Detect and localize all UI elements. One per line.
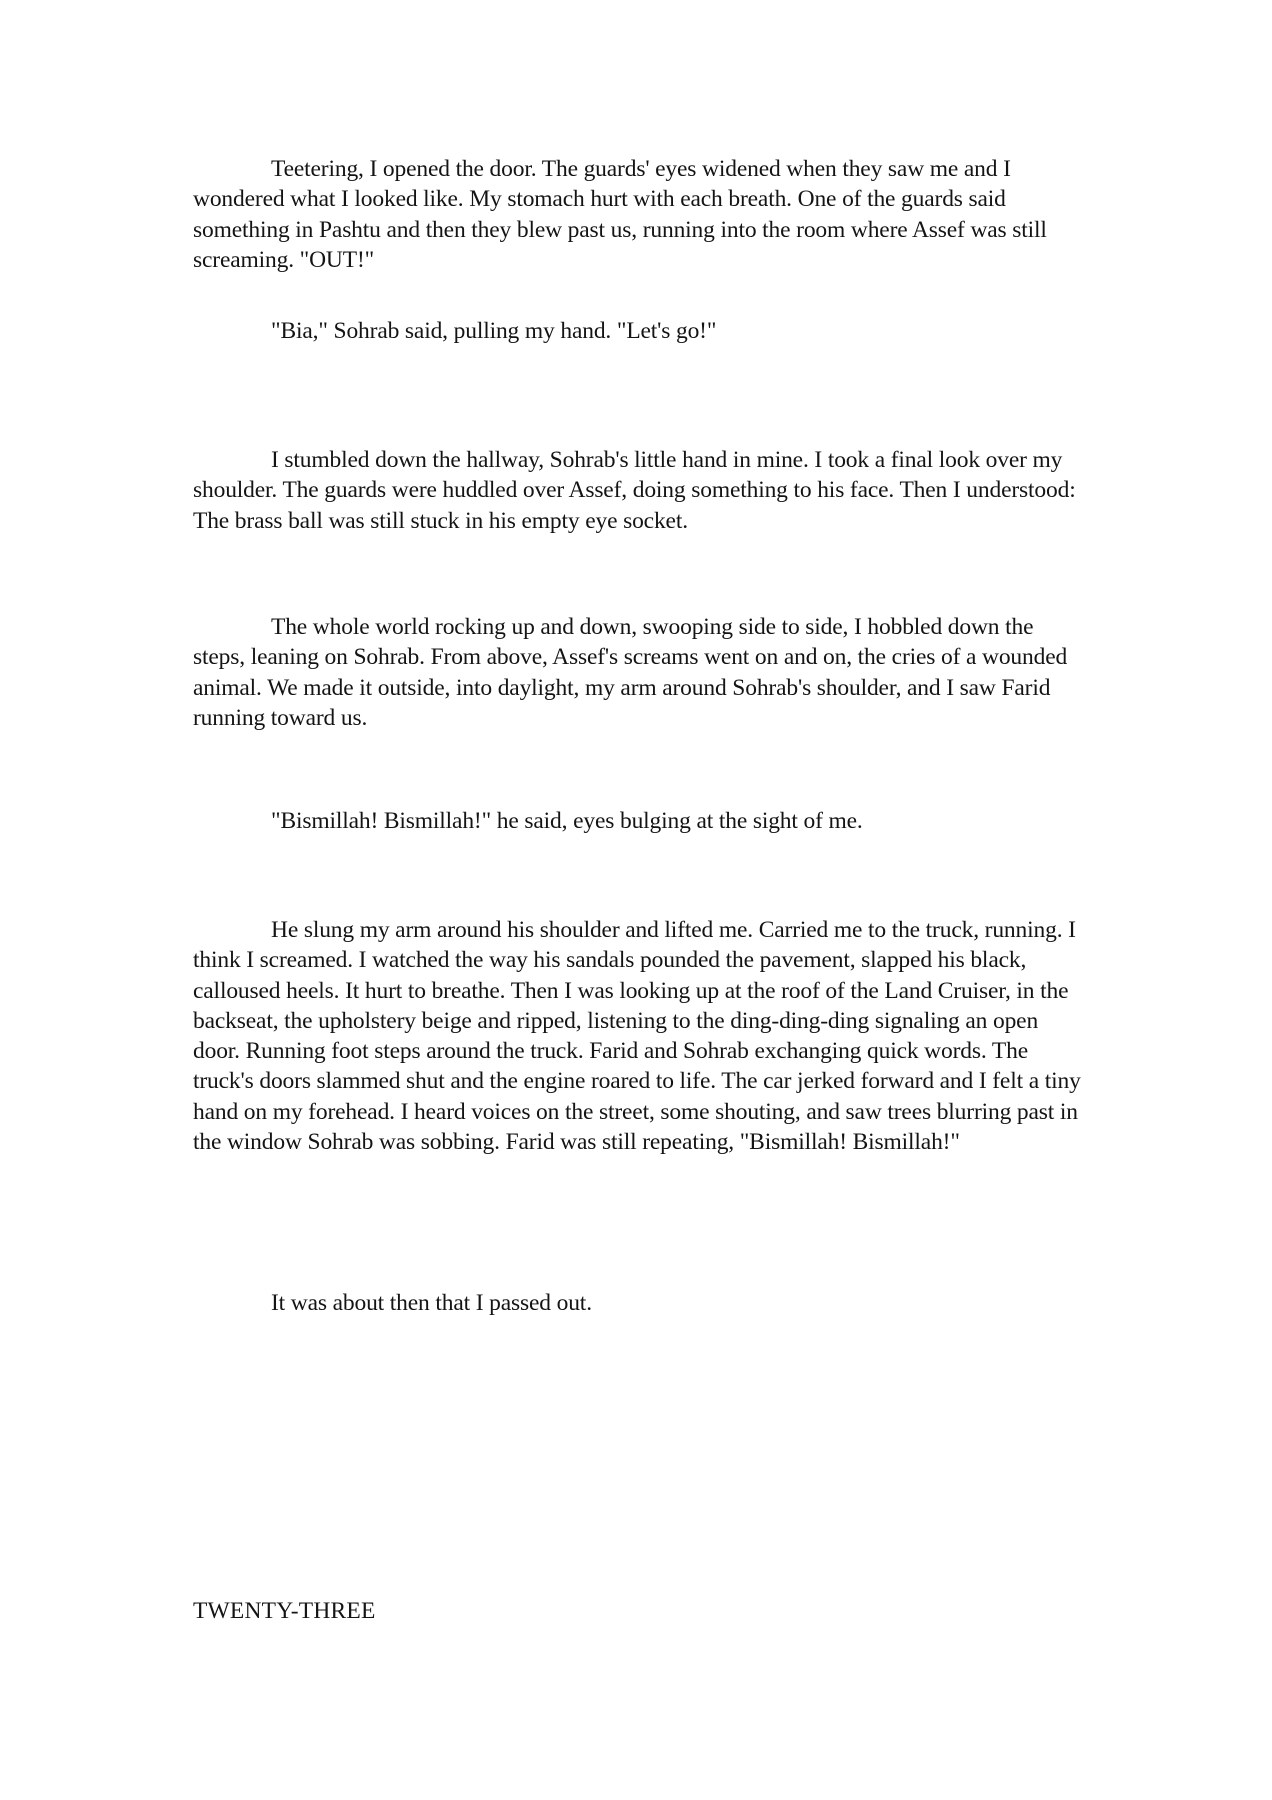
paragraph-steps-outside: The whole world rocking up and down, swooping side to side, I hobbled down the steps, leaning on Sohrab. From above, Assef's screams went on and on, the cries of a wounded animal. We made it outside, into daylight, my arm around Sohrab's shoulder, and I saw Farid running toward us. bbox=[193, 614, 1068, 731]
paragraph-truck-ride: He slung my arm around his shoulder and lifted me. Carried me to the truck, running. I think I screamed. I watched the way his sandals pounded the pavement, slapped his black, calloused heels. It hurt to breathe. Then I was looking up at the roof of the Land Cruiser, in the backseat, the upholstery beige and ripped, listening to the ding-ding-ding signaling an open door. Running foot steps around the truck. Farid and Sohrab exchanging quick words. The truck's doors slammed shut and the engine roared to life. The car jerked forward and I felt a tiny hand on my forehead. I heard voices on the street, some shouting, and saw trees blurring past in the window Sohrab was sobbing. Farid was still repeating, "Bismillah! Bismillah!" bbox=[193, 917, 1081, 1156]
paragraph-door-opening: Teetering, I opened the door. The guards' eyes widened when they saw me and I wondered what I looked like. My stomach hurt with each breath. One of the guards said something in Pashtu and then they blew past us, running into the room where Assef was still screaming. "OUT!" bbox=[193, 156, 1047, 273]
paragraph-passed-out: It was about then that I passed out. bbox=[271, 1290, 592, 1316]
paragraph-bismillah: "Bismillah! Bismillah!" he said, eyes bulging at the sight of me. bbox=[271, 808, 863, 834]
chapter-heading: TWENTY-THREE bbox=[193, 1598, 376, 1624]
paragraph-bia-lets-go: "Bia," Sohrab said, pulling my hand. "Let's go!" bbox=[271, 318, 717, 344]
paragraph-hallway: I stumbled down the hallway, Sohrab's little hand in mine. I took a final look over my shoulder. The guards were huddled over Assef, doing something to his face. Then I understood: The brass ball was still stuck in his empty eye socket. bbox=[193, 447, 1076, 534]
